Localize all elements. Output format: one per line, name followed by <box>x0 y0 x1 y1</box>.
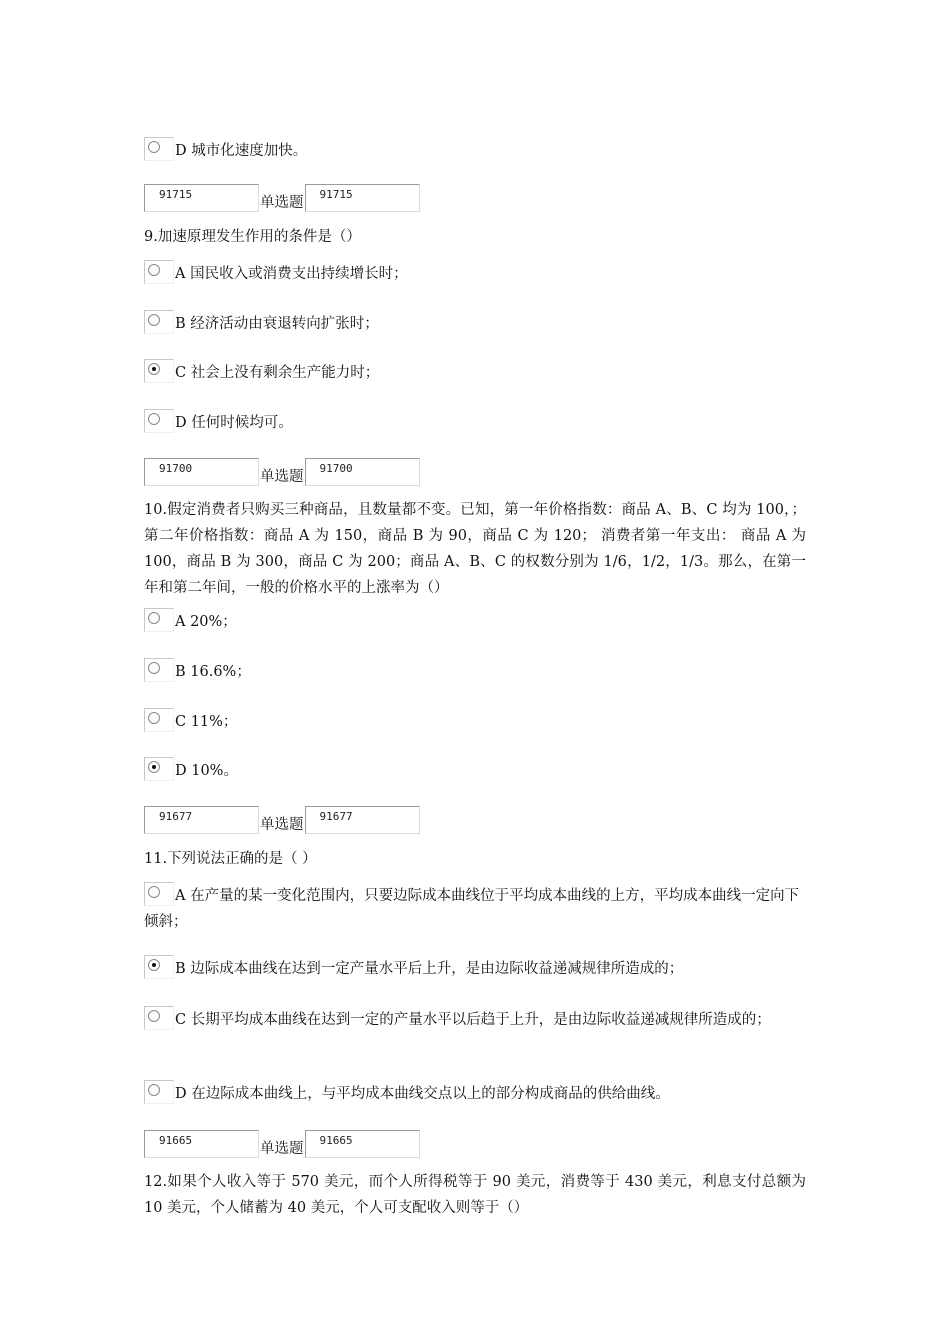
question-id-field[interactable]: 91677 <box>305 806 420 834</box>
option-row[interactable] <box>144 359 806 383</box>
radio-unchecked-icon[interactable] <box>144 137 174 161</box>
question-text: 12.如果个人收入等于 570 美元，而个人所得税等于 90 美元，消费等于 430 美元，利息支付总额为 10 美元，个人储蓄为 40 美元，个人可支配收入则等于（） <box>144 1174 806 1216</box>
option-label: A 在产量的某一变化范围内，只要边际成本曲线位于平均成本曲线的上方，平均成本曲线一定向下倾斜； <box>144 888 800 930</box>
radio-unchecked-icon[interactable] <box>144 608 174 632</box>
question-type-label: 单选题 <box>260 195 304 211</box>
option-row[interactable] <box>144 409 806 433</box>
question-id-row <box>144 184 806 212</box>
question-id-field[interactable]: 91700 <box>305 458 420 486</box>
question-id-row <box>144 1130 806 1158</box>
question-id-field[interactable]: 91665 <box>144 1130 259 1158</box>
option-row[interactable] <box>144 1080 806 1104</box>
option-row[interactable] <box>144 310 806 334</box>
question-id-field[interactable]: 91677 <box>144 806 259 834</box>
radio-checked-icon[interactable] <box>144 757 174 781</box>
option-row[interactable] <box>144 708 806 732</box>
radio-checked-icon[interactable] <box>144 359 174 383</box>
option-label: B 经济活动由衰退转向扩张时； <box>175 316 379 332</box>
option-row[interactable] <box>144 882 806 935</box>
question-id-row <box>144 806 806 834</box>
question-id-field[interactable]: 91715 <box>305 184 420 212</box>
option-label: B 16.6%； <box>175 664 251 680</box>
question-text: 9.加速原理发生作用的条件是（） <box>144 229 361 245</box>
radio-unchecked-icon[interactable] <box>144 1006 174 1030</box>
option-row[interactable] <box>144 955 806 979</box>
question-id-field[interactable]: 91700 <box>144 458 259 486</box>
question-text: 10.假定消费者只购买三种商品，且数量都不变。已知，第一年价格指数：商品 A、B、C 均为 100，；第二年价格指数：商品 A 为 150，商品 B 为 90，商品 C 为 120； 消费者第一年支出： 商品 A 为 100，商品 B 为 300，商品 C 为 200；商品 A、B、C 的权数分别为 1/6，1/2，1/3。那么，在第一年和第二年间，一般的价格水平的上涨率为（） <box>144 502 806 596</box>
option-label: C 社会上没有剩余生产能力时； <box>175 365 380 381</box>
radio-unchecked-icon[interactable] <box>144 658 174 682</box>
question-type-label: 单选题 <box>260 817 304 833</box>
option-label: B 边际成本曲线在达到一定产量水平后上升，是由边际收益递减规律所造成的； <box>175 961 684 977</box>
question-text: 11.下列说法正确的是（ ） <box>144 851 317 867</box>
option-label: D 任何时候均可。 <box>175 415 293 431</box>
option-row[interactable] <box>144 1006 806 1033</box>
option-label: C 11%； <box>175 714 238 730</box>
radio-unchecked-icon[interactable] <box>144 882 174 906</box>
question-id-row <box>144 458 806 486</box>
option-row[interactable] <box>144 757 806 781</box>
option-row[interactable] <box>144 608 806 632</box>
option-row[interactable] <box>144 260 806 284</box>
radio-unchecked-icon[interactable] <box>144 310 174 334</box>
radio-unchecked-icon[interactable] <box>144 708 174 732</box>
option-label: C 长期平均成本曲线在达到一定的产量水平以后趋于上升，是由边际收益递减规律所造成的； <box>175 1012 771 1028</box>
radio-unchecked-icon[interactable] <box>144 1080 174 1104</box>
question-type-label: 单选题 <box>260 1141 304 1157</box>
option-label: A 国民收入或消费支出持续增长时； <box>175 266 408 282</box>
radio-unchecked-icon[interactable] <box>144 409 174 433</box>
option-label: D 10%。 <box>175 763 238 779</box>
option-label: D 在边际成本曲线上，与平均成本曲线交点以上的部分构成商品的供给曲线。 <box>175 1086 670 1102</box>
radio-unchecked-icon[interactable] <box>144 260 174 284</box>
option-label: A 20%； <box>175 614 237 630</box>
question-id-field[interactable]: 91665 <box>305 1130 420 1158</box>
option-row[interactable] <box>144 137 806 161</box>
option-row[interactable] <box>144 658 806 682</box>
question-type-label: 单选题 <box>260 469 304 485</box>
question-id-field[interactable]: 91715 <box>144 184 259 212</box>
radio-checked-icon[interactable] <box>144 955 174 979</box>
option-label: D 城市化速度加快。 <box>175 143 308 159</box>
